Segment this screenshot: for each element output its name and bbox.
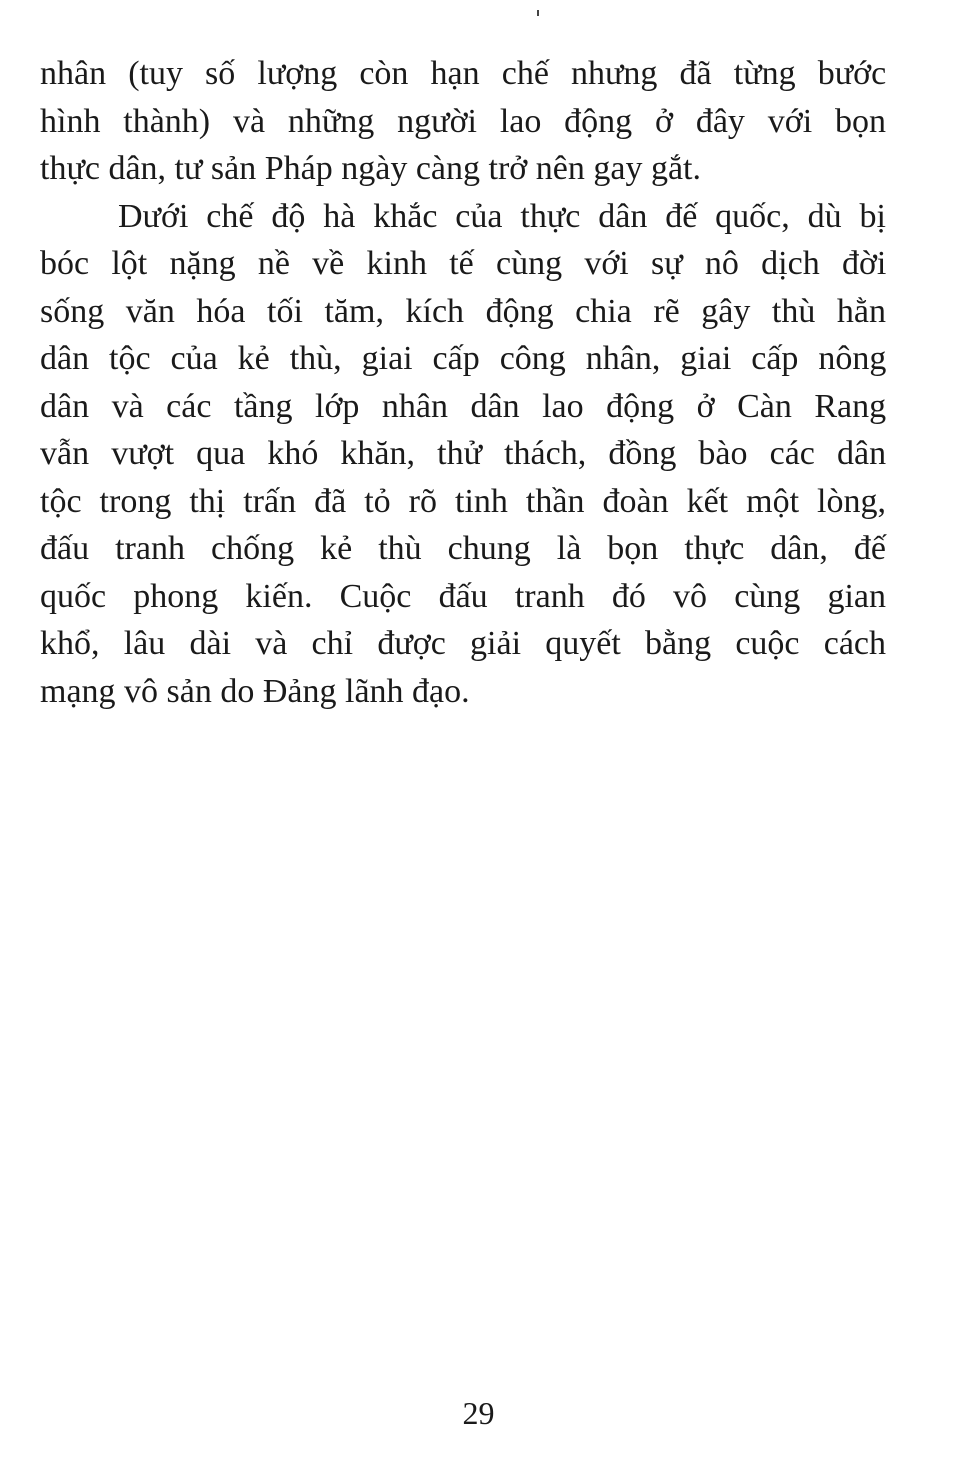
text-line: tộc trong thị trấn đã tỏ rõ tinh thần đoàn kết một lòng, bbox=[40, 482, 886, 520]
text-line: bóc lột nặng nề về kinh tế cùng với sự nô dịch đời bbox=[40, 245, 887, 282]
text-line: khổ, lâu dài và chỉ được giải quyết bằng cuộc cách bbox=[40, 625, 886, 662]
scan-mark bbox=[537, 10, 539, 16]
text-line: đấu tranh chống kẻ thù chung là bọn thực dân, đế bbox=[40, 530, 886, 567]
text-line: Dưới chế độ hà khắc của thực dân đế quốc, dù bị bbox=[118, 197, 886, 235]
paragraph-1 bbox=[40, 50, 886, 193]
text-line: vẫn vượt qua khó khăn, thử thách, đồng bào các dân bbox=[40, 435, 887, 472]
text-line: mạng vô sản do Đảng lãnh đạo. bbox=[40, 672, 470, 710]
text-line: hình thành) và những người lao động ở đây với bọn bbox=[40, 102, 886, 140]
page-number: 29 bbox=[462, 1395, 495, 1431]
text-line: nhân (tuy số lượng còn hạn chế nhưng đã từng bước bbox=[40, 55, 887, 92]
text-line: dân tộc của kẻ thù, giai cấp công nhân, giai cấp nông bbox=[40, 340, 887, 377]
paragraph-2 bbox=[40, 193, 886, 716]
text-line: quốc phong kiến. Cuộc đấu tranh đó vô cùng gian bbox=[40, 577, 886, 615]
text-line: sống văn hóa tối tăm, kích động chia rẽ gây thù hằn bbox=[40, 292, 886, 330]
text-line: thực dân, tư sản Pháp ngày càng trở nên gay gắt. bbox=[40, 150, 701, 187]
text-line: dân và các tầng lớp nhân dân lao động ở Càn Rang bbox=[40, 387, 887, 425]
body-text bbox=[40, 50, 886, 715]
